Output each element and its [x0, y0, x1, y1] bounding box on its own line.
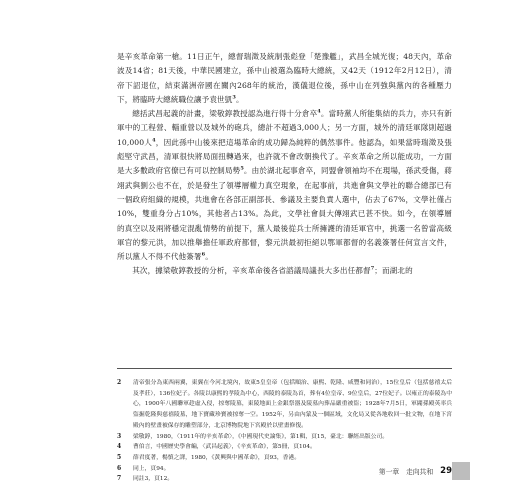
- paragraph-text: 。: [236, 94, 244, 104]
- page-number: 29: [440, 466, 452, 476]
- page-edge-tab: [452, 462, 470, 480]
- paragraph-text: 其次，據梁敬錞教授的分析，辛亥革命後各省諮議局議長大多出任都督: [132, 266, 371, 276]
- footnote-number: 6: [117, 464, 122, 472]
- footnote: [117, 378, 452, 432]
- paragraph-text: 是辛亥革命第一槍。11日正午，總督瑞澂及統制張彪登「楚豫艦」，武昌全城光復；48天內，革命波及14省；81天後，中華民國建立，孫中山被選為臨時大總統，又42天（1912年2月12日），清帝下詔退位，結束滿洲帝國在關內268年的統治，漢儀退位後，孫中山在列強與黨內的各種壓力下，將臨時大總統職位讓予袁世凱: [117, 52, 452, 104]
- footnote-ref[interactable]: 4: [317, 108, 321, 115]
- paragraph-text: 總括武昌起義的計畫，梁敬錞教授認為進行得十分倉卒: [132, 109, 318, 119]
- footnote-ref[interactable]: 3: [232, 94, 236, 101]
- footnote-ref[interactable]: 6: [201, 251, 206, 258]
- paragraph: [117, 264, 452, 278]
- footnote-text: 清帝張分為東西兩翼，東翼在今河北境內，故東5皇皇帝（包括順治、康熙、乾隆、咸豐和同治），15位皇后（包括慈禧太后及孝莊），136位妃子。各陵以康熙的孝陵為中心，西陵的泰陵為首，葬有4位皇帝、9位皇后，27位妃子。以雍正的泰陵為中心，1900年八國聯軍趁虛入侵，掠奪陵墓，東陵地面上金銀祭器及陵墓內葬品嚴重被盜；1928年7月5日，軍閥孫殿英率兵盜掘乾隆與慈禧陵墓，地下寶藏珍寶被掠奪一空。1952年，另由內蒙及一個區域，文化局又從各地收回一批文物，在地下宮殿內的壁畫被保存的雕塑部分，北京博物院地下宮殿於以壁畫修復。: [133, 380, 452, 429]
- footnote-text: 曹伯言，中國歷史學會編，〈武昌起義〉，《辛亥革命》，第5冊，頁104。: [133, 444, 316, 451]
- chapter-label: 第一章 走向共和: [378, 468, 434, 476]
- footnote-text: 同上，頁94。: [133, 465, 170, 472]
- footnote-number: 4: [117, 443, 122, 451]
- footnote: [117, 442, 452, 453]
- paragraph-text: ；而湖北的: [374, 266, 413, 276]
- footnote-ref[interactable]: 7: [370, 265, 375, 272]
- page-footer: [350, 462, 452, 480]
- paragraph-text: ，因此孫中山後來把這場革命的成功歸為純粹的偶然事件。他認為，如果當時瑞澂及張彪堅守武昌，清軍很快將局面扭轉過來，也許就不會改朝換代了。辛亥革命之所以能成功，一方面是大多數政府官僚已有可以控制局勢: [117, 137, 452, 176]
- footnote-number: 2: [117, 379, 122, 386]
- footnote-divider: [117, 368, 452, 369]
- main-text: [117, 50, 452, 279]
- footnote: [117, 432, 452, 443]
- footnote-number: 5: [117, 453, 122, 461]
- footnote-text: 薛君度著，楊慎之譯，1980，《黃興與中國革命》，頁93，香港。: [133, 454, 301, 461]
- paragraph: [117, 50, 452, 107]
- footnote-text: 同註3，頁12。: [133, 476, 174, 483]
- paragraph-text: 。: [205, 252, 213, 262]
- paragraph-text: 。當時黨人所能集結的兵力，亦只有新軍中的工程營、輜重營以及城外的砲兵，總計不超過3,000人；另一方面，城外的清廷軍隊則超過10,000人: [117, 109, 452, 147]
- footnote-text: 梁敬錞，1980，〈1911年的辛亥革命〉，《中國現代史論集》，第1輯，頁15，臺北：聯經出版公司。: [133, 433, 389, 440]
- footnote-number: 7: [117, 475, 122, 483]
- paragraph: [117, 107, 452, 264]
- footnote-ref[interactable]: 4: [152, 137, 156, 144]
- paragraph-text: 。由於湖北起事倉卒，同盟會領袖均不在現場，孫武受傷，蔣翊武與劉公也不在，於是發生了領導層權力真空現象，在起事前，共進會與文學社的聯合總部已有一個政府組織的規模，共進會在各部正副部長、參議及主要負責人選中，佔去了67%，文學社僅占10%，雙重身分占10%，其他者占13%。為此，文學社會員大傳翊武已甚不快。如今，在領導層的真空以及兩將穩定混亂情勢的前提下，黨人最後從兵士所擁護的清廷軍官中，挑選一名曾當高級軍官的黎元洪，加以推舉擔任軍政府都督，黎元洪最初拒絕以鄂軍都督的名義簽署任何宣言文件，所以黨人不得不代他簽署: [117, 166, 452, 262]
- footnote-ref[interactable]: 5: [240, 165, 244, 172]
- footnote-number: 3: [117, 432, 122, 440]
